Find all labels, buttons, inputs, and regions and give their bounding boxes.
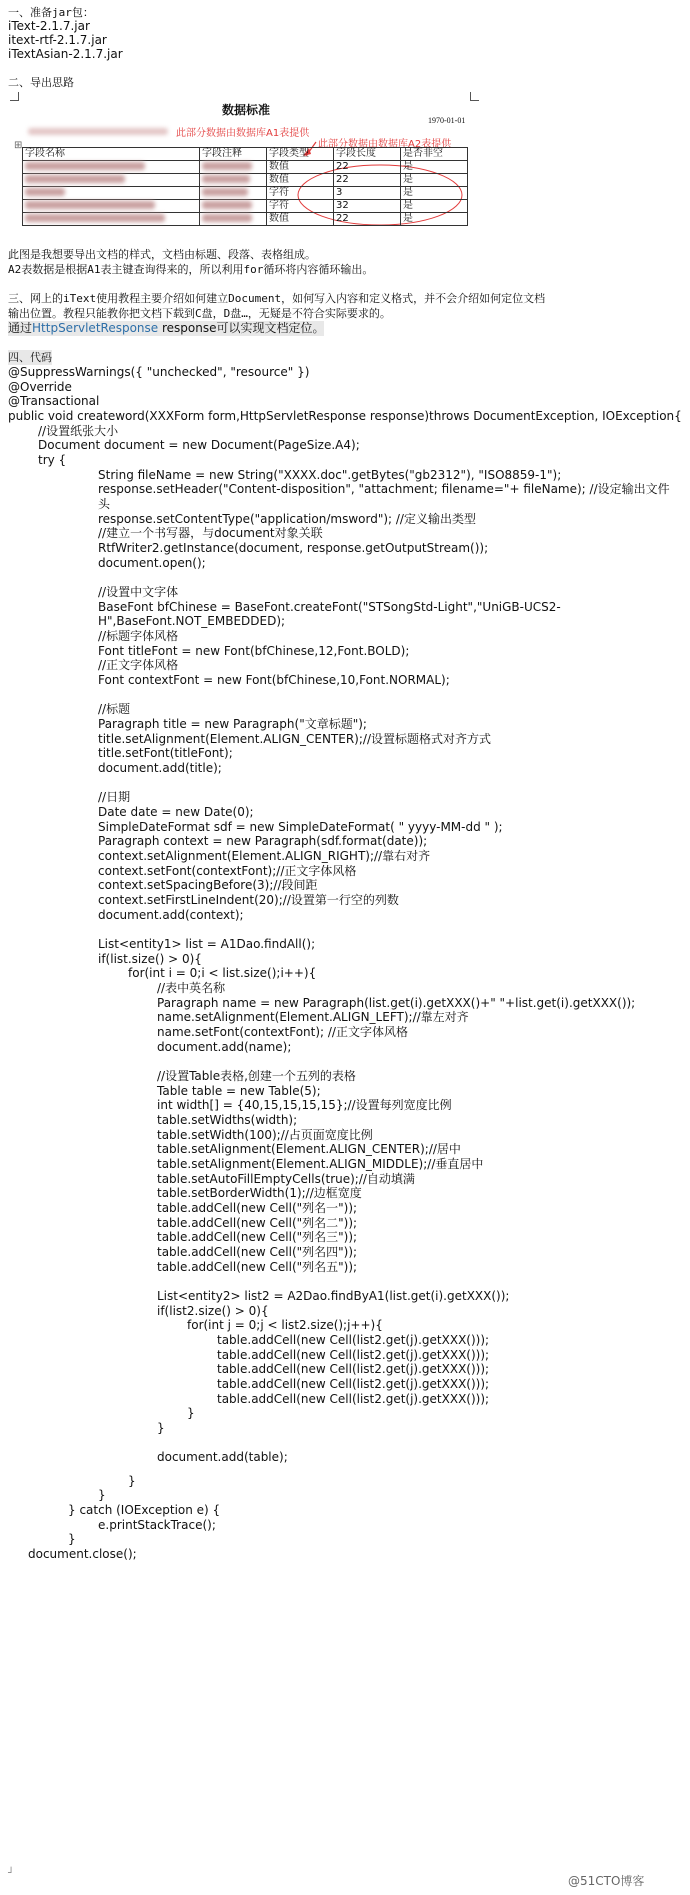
table-cell: 字符 [267, 187, 334, 200]
code-line: //日期 [98, 790, 131, 804]
code-line: List<entity1> list = A1Dao.findAll(); [98, 937, 316, 951]
code-line: table.setWidths(width); [157, 1113, 298, 1127]
blurred-cell [202, 201, 252, 209]
code-line: title.setFont(titleFont); [98, 746, 233, 760]
code-line: document.close(); [28, 1547, 137, 1561]
code-line: 头 [98, 497, 111, 511]
jar-item: itext-rtf-2.1.7.jar [8, 33, 107, 47]
code-line: document.add(name); [157, 1040, 292, 1054]
note-a2: 此部分数据由数据库A2表提供 [318, 139, 452, 150]
code-line: name.setFont(contextFont); //正文字体风格 [157, 1025, 408, 1039]
code-line: @SuppressWarnings({ "unchecked", "resource" }) [8, 365, 310, 379]
code-line: } [68, 1532, 76, 1546]
code-line: table.setAlignment(Element.ALIGN_MIDDLE);//垂直居中 [157, 1157, 484, 1171]
blurred-cell [202, 162, 252, 170]
section3-suffix: response可以实现文档定位。 [158, 321, 325, 335]
table-row [23, 187, 468, 200]
desc-line: 此图是我想要导出文档的样式，文档由标题、段落、表格组成。 [8, 248, 316, 261]
blurred-cell [25, 175, 125, 183]
table-cell: 22 [334, 174, 401, 187]
figure-title: 数据标准 [222, 103, 271, 117]
code-line: } [187, 1406, 195, 1420]
code-line: context.setFont(contextFont);//正文字体风格 [98, 864, 357, 878]
code-line: document.add(context); [98, 908, 244, 922]
paragraph-mark-icon: ┘ [8, 1868, 15, 1879]
code-line: e.printStackTrace(); [98, 1518, 216, 1532]
code-line: title.setAlignment(Element.ALIGN_CENTER);//设置标题格式对齐方式 [98, 732, 491, 746]
table-row [23, 161, 468, 174]
header-cell: 是否非空 [401, 148, 468, 161]
code-line: //标题 [98, 702, 131, 716]
code-line: if(list.size() > 0){ [98, 952, 202, 966]
table-cell: 是 [401, 213, 468, 226]
code-line: context.setAlignment(Element.ALIGN_RIGHT);//靠右对齐 [98, 849, 431, 863]
header-cell: 字段名称 [23, 148, 200, 161]
jar-item: iText-2.1.7.jar [8, 19, 90, 33]
code-line: table.setBorderWidth(1);//边框宽度 [157, 1186, 362, 1200]
code-line: //标题字体风格 [98, 629, 179, 643]
jar-item: iTextAsian-2.1.7.jar [8, 47, 123, 61]
table-cell: 是 [401, 187, 468, 200]
code-line: table.addCell(new Cell("列名三")); [157, 1230, 358, 1244]
table-cell: 22 [334, 161, 401, 174]
section3-line: 输出位置。教程只能教你把文档下载到C盘，D盘…，无疑是不符合实际要求的。 [8, 307, 391, 320]
table-cell: 字符 [267, 200, 334, 213]
code-line: int width[] = {40,15,15,15,15};//设置每列宽度比例 [157, 1098, 452, 1112]
section1-heading: 一、准备jar包： [8, 6, 94, 19]
header-cell: 字段注释 [200, 148, 267, 161]
watermark: @51CTO博客 [568, 1874, 645, 1888]
section3-prefix: 通过 [8, 321, 33, 335]
code-line: //设置中文字体 [98, 585, 179, 599]
code-line: table.addCell(new Cell(list2.get(j).getXXX())); [217, 1362, 490, 1376]
blurred-cell [202, 188, 248, 196]
code-line: if(list2.size() > 0){ [157, 1304, 269, 1318]
blurred-cell [202, 175, 250, 183]
section4-heading: 四、代码 [8, 351, 52, 364]
blurred-cell [25, 214, 165, 222]
code-line: } [128, 1474, 136, 1488]
code-line: document.open(); [98, 556, 206, 570]
blurred-cell [25, 188, 65, 196]
code-line: context.setSpacingBefore(3);//段间距 [98, 878, 318, 892]
section3-link-line [8, 321, 324, 336]
code-line: RtfWriter2.getInstance(document, response.getOutputStream()); [98, 541, 489, 555]
code-line: //正文字体风格 [98, 658, 179, 672]
code-line: for(int j = 0;j < list2.size();j++){ [187, 1318, 383, 1332]
figure-table [22, 147, 468, 226]
code-line: } [157, 1421, 165, 1435]
code-line: table.setAlignment(Element.ALIGN_CENTER);//居中 [157, 1142, 461, 1156]
table-cell: 数值 [267, 213, 334, 226]
code-line: Paragraph name = new Paragraph(list.get(i).getXXX()+" "+list.get(i).getXXX()); [157, 996, 636, 1010]
code-line: table.addCell(new Cell(list2.get(j).getXXX())); [217, 1348, 490, 1362]
section3-line: 三、网上的iText使用教程主要介绍如何建立Document，如何写入内容和定义格式，并不会介绍如何定位文档 [8, 292, 546, 305]
table-move-handle-icon: ⊞ [14, 140, 23, 151]
document-preview-figure [0, 90, 690, 230]
table-row [23, 174, 468, 187]
code-line: table.addCell(new Cell(list2.get(j).getXXX())); [217, 1377, 490, 1391]
code-line: table.addCell(new Cell("列名五")); [157, 1260, 358, 1274]
header-cell: 字段类型 [267, 148, 334, 161]
note-a1: 此部分数据由数据库A1表提供 [176, 128, 310, 139]
code-line: } [98, 1488, 106, 1502]
code-line: public void createword(XXXForm form,HttpServletResponse response)throws DocumentException, IOException{ [8, 409, 682, 423]
code-line: } catch (IOException e) { [68, 1503, 221, 1517]
blurred-cell [202, 214, 252, 222]
code-line: Document document = new Document(PageSize.A4); [38, 438, 360, 452]
blurred-cell [25, 201, 155, 209]
code-line: //设置Table表格,创建一个五列的表格 [157, 1069, 356, 1083]
code-line: table.addCell(new Cell("列名四")); [157, 1245, 358, 1259]
code-line: try { [38, 453, 67, 467]
code-line: Font titleFont = new Font(bfChinese,12,Font.BOLD); [98, 644, 410, 658]
table-cell: 3 [334, 187, 401, 200]
code-line: SimpleDateFormat sdf = new SimpleDateFormat( " yyyy-MM-dd " ); [98, 820, 503, 834]
code-line: table.addCell(new Cell(list2.get(j).getXXX())); [217, 1392, 490, 1406]
code-line: name.setAlignment(Element.ALIGN_LEFT);//靠左对齐 [157, 1010, 469, 1024]
code-line: BaseFont bfChinese = BaseFont.createFont("STSongStd-Light","UniGB-UCS2- [98, 600, 561, 614]
table-cell: 是 [401, 200, 468, 213]
code-line: //建立一个书写器，与document对象关联 [98, 526, 323, 540]
code-line: //设置纸张大小 [38, 424, 119, 438]
code-line: context.setFirstLineIndent(20);//设置第一行空的列数 [98, 893, 399, 907]
blurred-cell [25, 162, 145, 170]
desc-line: A2表数据是根据A1表主键查询得来的，所以利用for循环将内容循环输出。 [8, 263, 374, 276]
code-line: table.setAutoFillEmptyCells(true);//自动填满 [157, 1172, 415, 1186]
table-cell: 数值 [267, 161, 334, 174]
table-cell: 数值 [267, 174, 334, 187]
section2-heading: 二、导出思路 [8, 76, 74, 89]
code-line: H",BaseFont.NOT_EMBEDDED); [98, 614, 286, 628]
code-line: table.addCell(new Cell("列名一")); [157, 1201, 358, 1215]
code-line: Paragraph context = new Paragraph(sdf.format(date)); [98, 834, 428, 848]
code-line: @Override [8, 380, 72, 394]
code-line: table.addCell(new Cell("列名二")); [157, 1216, 358, 1230]
code-line: Font contextFont = new Font(bfChinese,10,Font.NORMAL); [98, 673, 450, 687]
code-line: //表中英名称 [157, 981, 226, 995]
figure-date: 1970-01-01 [428, 116, 466, 125]
table-row [23, 200, 468, 213]
code-line: document.add(table); [157, 1450, 288, 1464]
table-cell: 32 [334, 200, 401, 213]
code-line: Paragraph title = new Paragraph("文章标题"); [98, 717, 367, 731]
code-line: for(int i = 0;i < list.size();i++){ [128, 966, 317, 980]
table-cell: 是 [401, 161, 468, 174]
table-row [23, 213, 468, 226]
code-line: document.add(title); [98, 761, 222, 775]
code-line: table.addCell(new Cell(list2.get(j).getXXX())); [217, 1333, 490, 1347]
code-line: response.setHeader("Content-disposition", "attachment; filename="+ fileName); //设定输出文件 [98, 482, 670, 496]
table-cell: 是 [401, 174, 468, 187]
code-line: Table table = new Table(5); [157, 1084, 321, 1098]
code-line: table.setWidth(100);//占页面宽度比例 [157, 1128, 373, 1142]
code-line: Date date = new Date(0); [98, 805, 254, 819]
table-cell: 22 [334, 213, 401, 226]
code-line: @Transactional [8, 394, 100, 408]
code-line: List<entity2> list2 = A2Dao.findByA1(list.get(i).getXXX()); [157, 1289, 510, 1303]
table-header-row [23, 148, 468, 161]
httpservletresponse-link[interactable]: HttpServletResponse [32, 321, 159, 335]
code-line: response.setContentType("application/msword"); //定义输出类型 [98, 512, 476, 526]
code-line: String fileName = new String("XXXX.doc".getBytes("gb2312"), "ISO8859-1"); [98, 468, 562, 482]
header-cell: 字段长度 [334, 148, 401, 161]
